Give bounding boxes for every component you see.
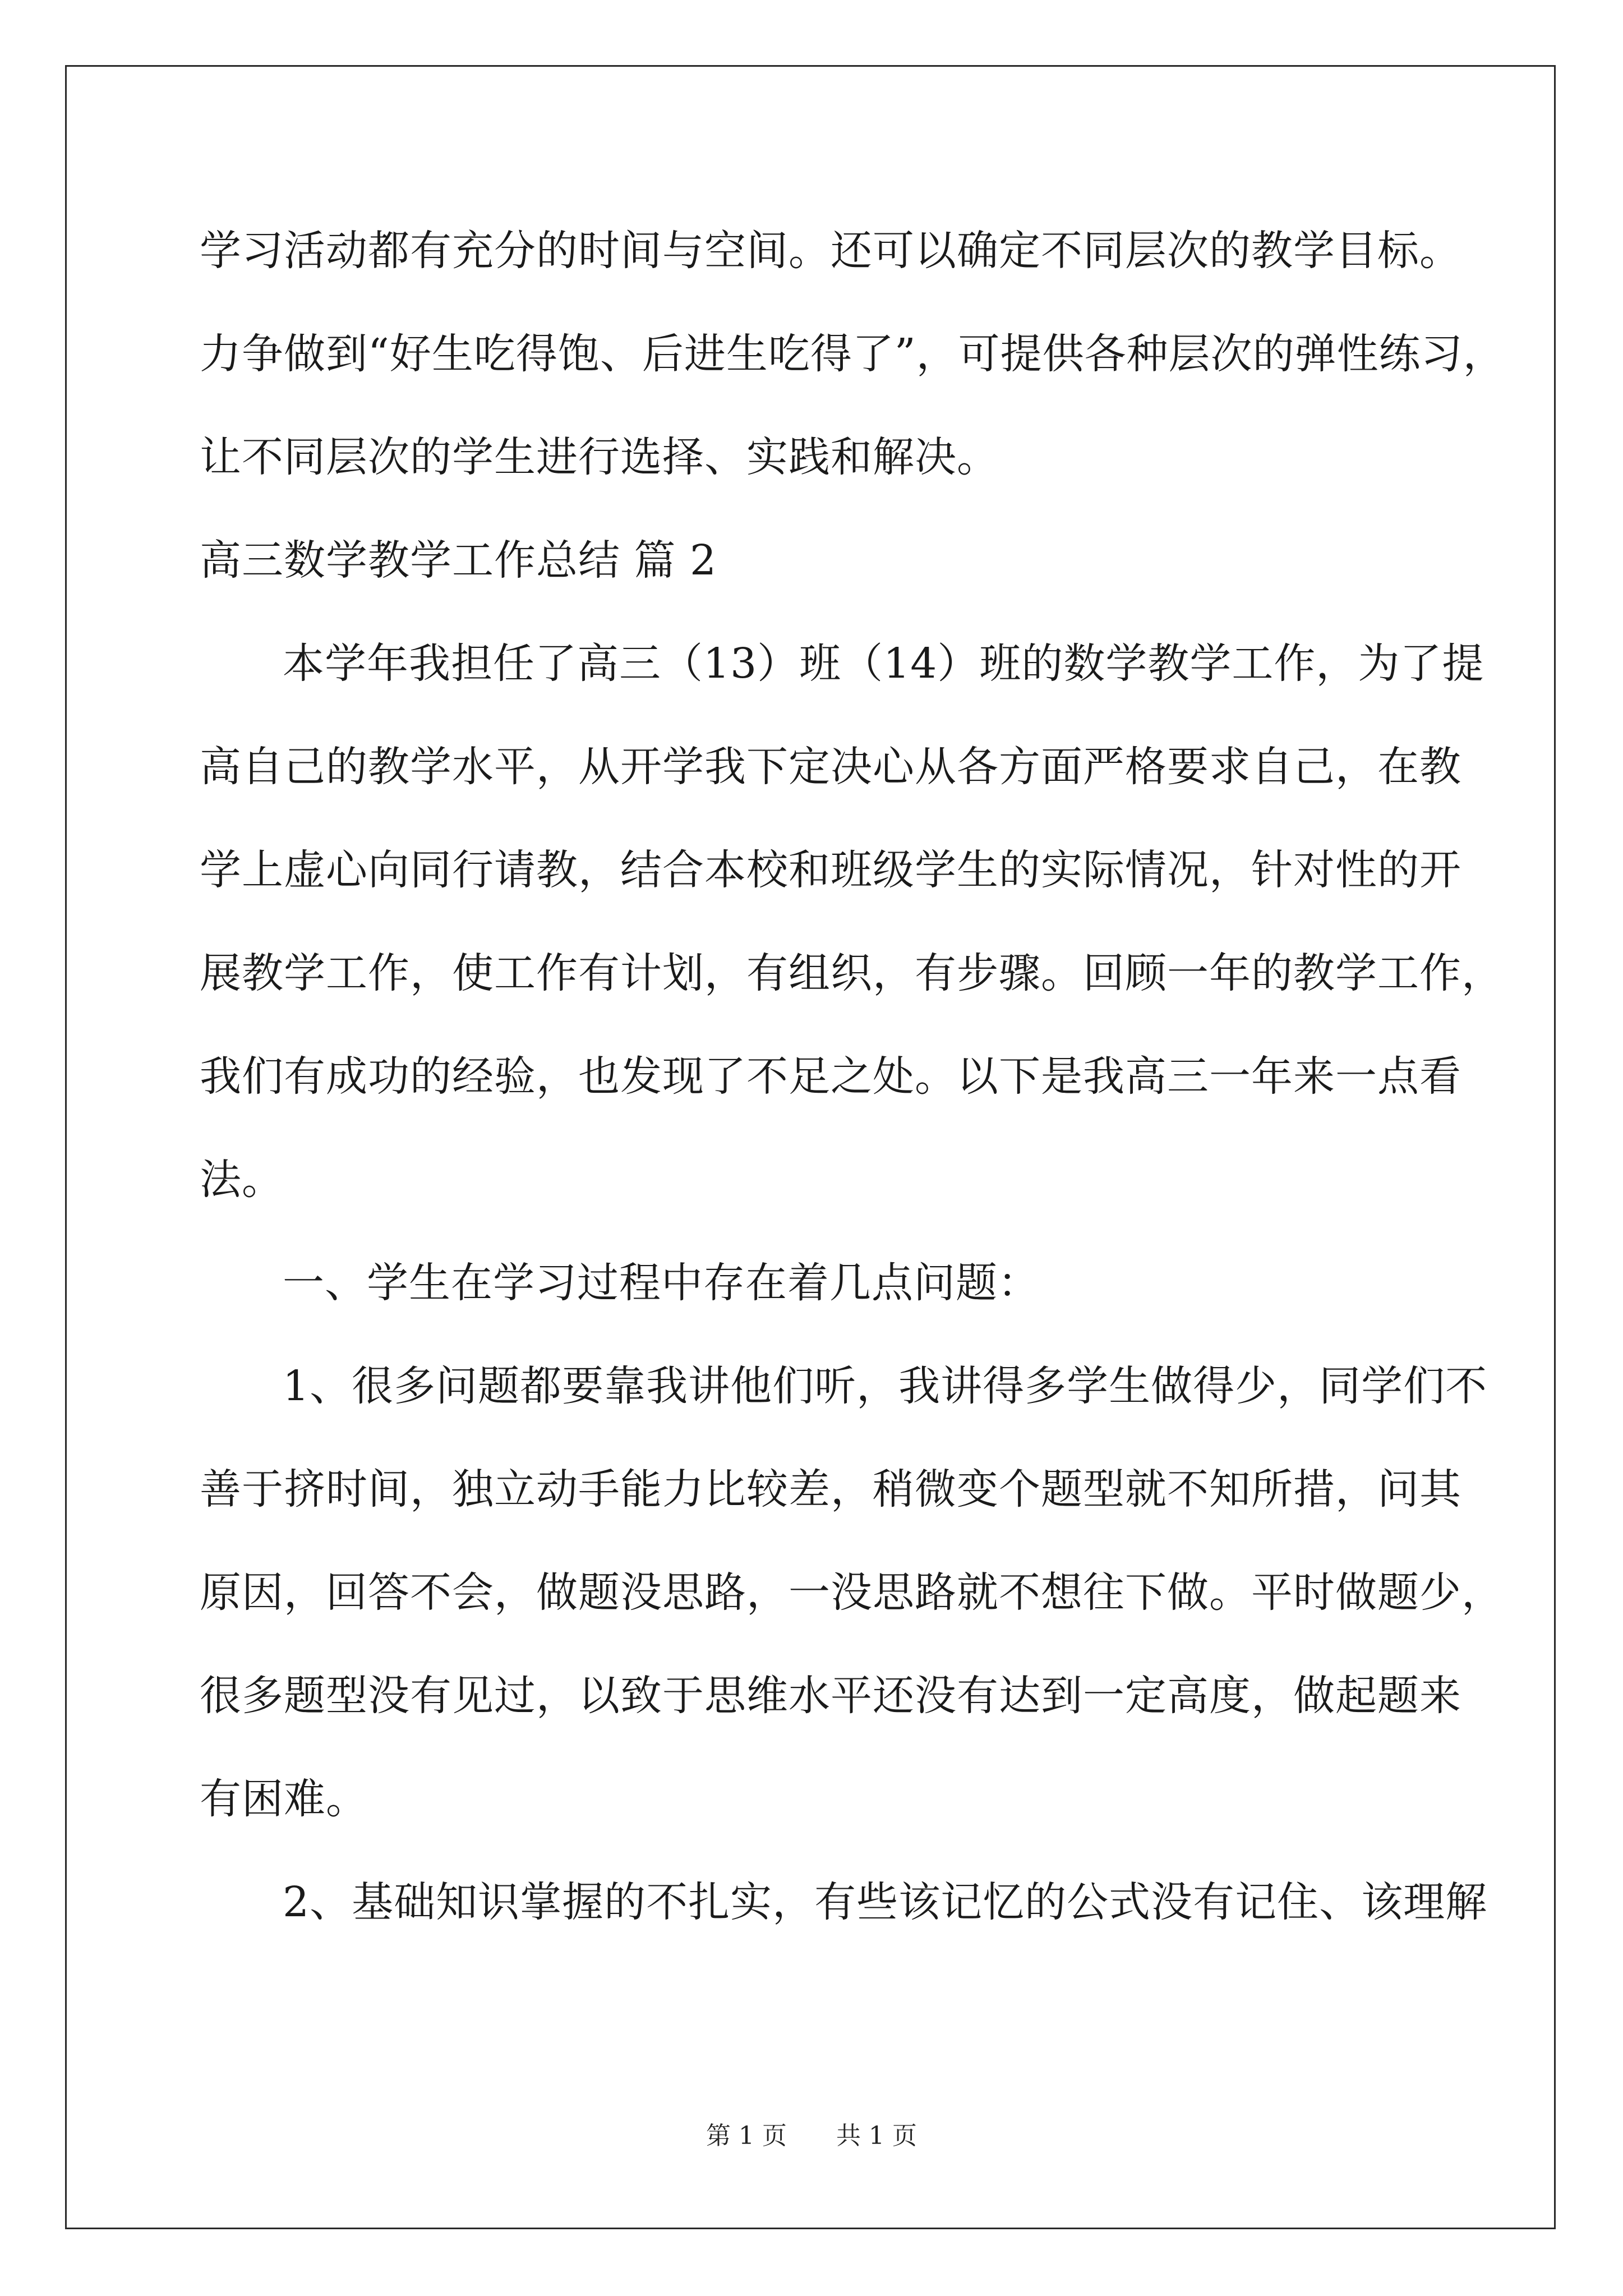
text-line: 2、基础知识掌握的不扎实，有些该记忆的公式没有记住、该理解 (283, 1878, 1488, 1926)
page-footer (0, 2119, 1623, 2153)
text-line: 有困难。 (200, 1775, 368, 1823)
text-line: 法。 (200, 1156, 284, 1204)
page-number: 第 1 页 (706, 2122, 787, 2150)
text-line: 展教学工作，使工作有计划，有组织，有步骤。回顾一年的教学工作， (200, 949, 1504, 997)
document-body (200, 199, 1505, 1954)
text-line: 力争做到“好生吃得饱、后进生吃得了”，可提供各种层次的弹性练习， (200, 330, 1505, 378)
text-line: 1、很多问题都要靠我讲他们听，我讲得多学生做得少，同学们不 (283, 1362, 1488, 1410)
text-line: 原因，回答不会，做题没思路，一没思路就不想往下做。平时做题少， (200, 1568, 1504, 1617)
text-line: 一、学生在学习过程中存在着几点问题： (283, 1259, 1040, 1307)
text-line: 学习活动都有充分的时间与空间。还可以确定不同层次的教学目标。 (200, 227, 1461, 275)
text-line: 善于挤时间，独立动手能力比较差，稍微变个题型就不知所措，问其 (200, 1465, 1461, 1513)
page-total: 共 1 页 (836, 2122, 917, 2150)
text-line: 学上虚心向同行请教，结合本校和班级学生的实际情况，针对性的开 (200, 846, 1461, 894)
text-line: 让不同层次的学生进行选择、实践和解决。 (200, 433, 999, 481)
section-heading: 高三数学教学工作总结 篇 2 (200, 536, 717, 585)
text-line: 很多题型没有见过，以致于思维水平还没有达到一定高度，做起题来 (200, 1672, 1461, 1720)
text-line: 高自己的教学水平，从开学我下定决心从各方面严格要求自己，在教 (200, 743, 1461, 791)
text-line: 我们有成功的经验，也发现了不足之处。以下是我高三一年来一点看 (200, 1052, 1461, 1101)
text-line: 本学年我担任了高三（13）班（14）班的数学教学工作，为了提 (283, 639, 1484, 688)
